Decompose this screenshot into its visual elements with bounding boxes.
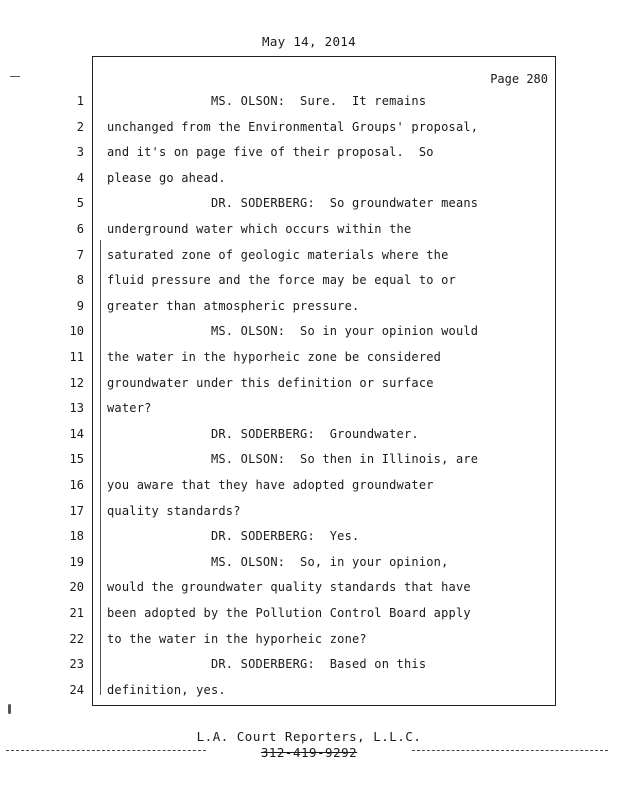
line-number: 18 [69, 529, 84, 544]
line-number: 22 [69, 631, 84, 646]
transcript-line: MS. OLSON: So in your opinion would [107, 324, 479, 339]
transcript-line: quality standards? [107, 503, 241, 518]
transcript-line: fluid pressure and the force may be equal to or [107, 273, 456, 288]
transcript-line: to the water in the hyporheic zone? [107, 631, 367, 646]
page-number-label: Page 280 [490, 72, 548, 86]
line-number: 13 [69, 401, 84, 416]
transcript-line: DR. SODERBERG: Yes. [107, 529, 360, 544]
line-number: 3 [76, 145, 84, 160]
transcript-line: groundwater under this definition or surface [107, 375, 434, 390]
transcript-line: please go ahead. [107, 170, 226, 185]
transcript-line: DR. SODERBERG: Based on this [107, 657, 427, 672]
transcript-line: been adopted by the Pollution Control Board apply [107, 606, 471, 620]
transcript-line: underground water which occurs within the [107, 222, 412, 236]
scan-speck [8, 704, 11, 714]
transcript-line: DR. SODERBERG: So groundwater means [107, 196, 479, 211]
transcript-line: MS. OLSON: Sure. It remains [107, 94, 427, 108]
line-number: 17 [69, 503, 84, 518]
transcript-line: MS. OLSON: So, in your opinion, [107, 554, 449, 569]
line-number: 7 [76, 247, 84, 262]
header-date: May 14, 2014 [262, 34, 356, 49]
line-number: 12 [69, 375, 84, 390]
transcript-line: MS. OLSON: So then in Illinois, are [107, 452, 479, 467]
line-number: 14 [69, 426, 84, 441]
line-number: 23 [69, 657, 84, 672]
transcript-line: water? [107, 401, 152, 416]
line-number: 4 [76, 170, 84, 185]
line-number: 11 [69, 350, 84, 364]
line-number: 8 [76, 273, 84, 288]
line-number: 21 [69, 606, 84, 620]
scan-speck [10, 76, 20, 77]
line-number: 6 [76, 222, 84, 236]
line-number: 5 [76, 196, 84, 211]
transcript-line: the water in the hyporheic zone be considered [107, 350, 442, 364]
line-number: 24 [69, 682, 84, 697]
line-number: 15 [69, 452, 84, 467]
footer-phone: 312-419-9292 [260, 745, 358, 760]
footer-dash-rule-left [6, 750, 206, 751]
transcript-line: greater than atmospheric pressure. [107, 298, 360, 313]
transcript-line: saturated zone of geologic materials where the [107, 247, 449, 262]
transcript-line: would the groundwater quality standards that have [107, 580, 471, 595]
transcript-line: DR. SODERBERG: Groundwater. [107, 426, 419, 441]
line-number: 2 [76, 119, 84, 134]
transcript-line: definition, yes. [107, 682, 226, 697]
line-number: 1 [76, 94, 84, 108]
transcript-line: you aware that they have adopted groundwater [107, 478, 434, 492]
line-number: 19 [69, 554, 84, 569]
line-number: 9 [76, 298, 84, 313]
footer-company: L.A. Court Reporters, L.L.C. [196, 729, 422, 744]
transcript-line: unchanged from the Environmental Groups' proposal, [107, 119, 479, 134]
line-number: 20 [69, 580, 84, 595]
frame-inner-left-rule [100, 240, 101, 695]
line-number: 10 [69, 324, 84, 339]
footer-dash-rule-right [412, 750, 608, 751]
line-number: 16 [69, 478, 84, 492]
transcript-line: and it's on page five of their proposal. So [107, 145, 434, 160]
